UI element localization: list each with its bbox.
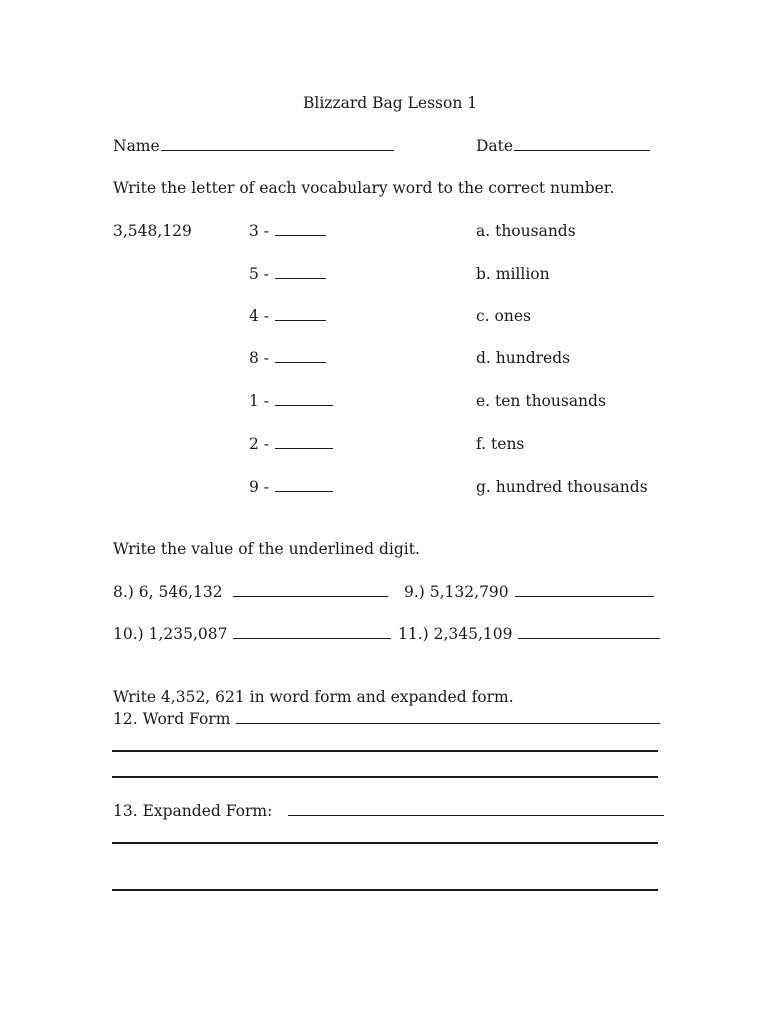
match-digit: 9 -: [249, 480, 333, 496]
answer-line[interactable]: [275, 405, 333, 406]
name-line[interactable]: [161, 150, 394, 151]
date-label: Date: [476, 137, 514, 155]
date-field[interactable]: [476, 139, 650, 155]
answer-line[interactable]: [275, 320, 326, 321]
match-digit: 4 -: [249, 309, 326, 325]
answer-line[interactable]: [515, 596, 654, 597]
instruction-word-expanded: Write 4,352, 621 in word form and expanded form.: [113, 688, 514, 706]
writing-line[interactable]: [112, 750, 658, 752]
instruction-underlined: Write the value of the underlined digit.: [113, 540, 420, 558]
match-option: f. tens: [476, 435, 525, 453]
match-option: b. million: [476, 265, 550, 283]
answer-line[interactable]: [275, 235, 326, 236]
date-line[interactable]: [514, 150, 650, 151]
name-label: Name: [113, 137, 160, 155]
match-option: e. ten thousands: [476, 392, 606, 410]
match-digit: 5 -: [249, 267, 326, 283]
writing-line[interactable]: [112, 889, 658, 891]
match-option: d. hundreds: [476, 349, 571, 367]
answer-line[interactable]: [233, 638, 391, 639]
expanded-form-label: 13. Expanded Form:: [113, 802, 273, 820]
number-label: 3,548,129: [113, 222, 192, 240]
problem-11: 11.) 2,345,109: [398, 627, 660, 643]
answer-line[interactable]: [288, 815, 664, 816]
instruction-vocabulary: Write the letter of each vocabulary word to the correct number.: [113, 179, 615, 197]
answer-line[interactable]: [518, 638, 660, 639]
match-digit: 2 -: [249, 437, 333, 453]
name-field[interactable]: [113, 139, 394, 155]
writing-line[interactable]: [112, 842, 658, 844]
match-digit: 8 -: [249, 351, 326, 367]
match-option: c. ones: [476, 307, 531, 325]
word-form-field[interactable]: [113, 712, 660, 728]
problem-9: 9.) 5,132,790: [404, 585, 654, 601]
answer-line[interactable]: [275, 491, 333, 492]
answer-line[interactable]: [275, 278, 326, 279]
match-digit: 3 -: [249, 224, 326, 240]
page-title: Blizzard Bag Lesson 1: [303, 94, 478, 112]
answer-line[interactable]: [236, 723, 660, 724]
expanded-form-field[interactable]: [113, 804, 664, 820]
match-option: a. thousands: [476, 222, 576, 240]
answer-line[interactable]: [275, 448, 333, 449]
answer-line[interactable]: [275, 362, 326, 363]
match-digit: 1 -: [249, 394, 333, 410]
problem-8: 8.) 6, 546,132: [113, 585, 388, 601]
problem-10: 10.) 1,235,087: [113, 627, 391, 643]
match-option: g. hundred thousands: [476, 478, 648, 496]
word-form-label: 12. Word Form: [113, 710, 231, 728]
answer-line[interactable]: [233, 596, 388, 597]
writing-line[interactable]: [112, 776, 658, 778]
